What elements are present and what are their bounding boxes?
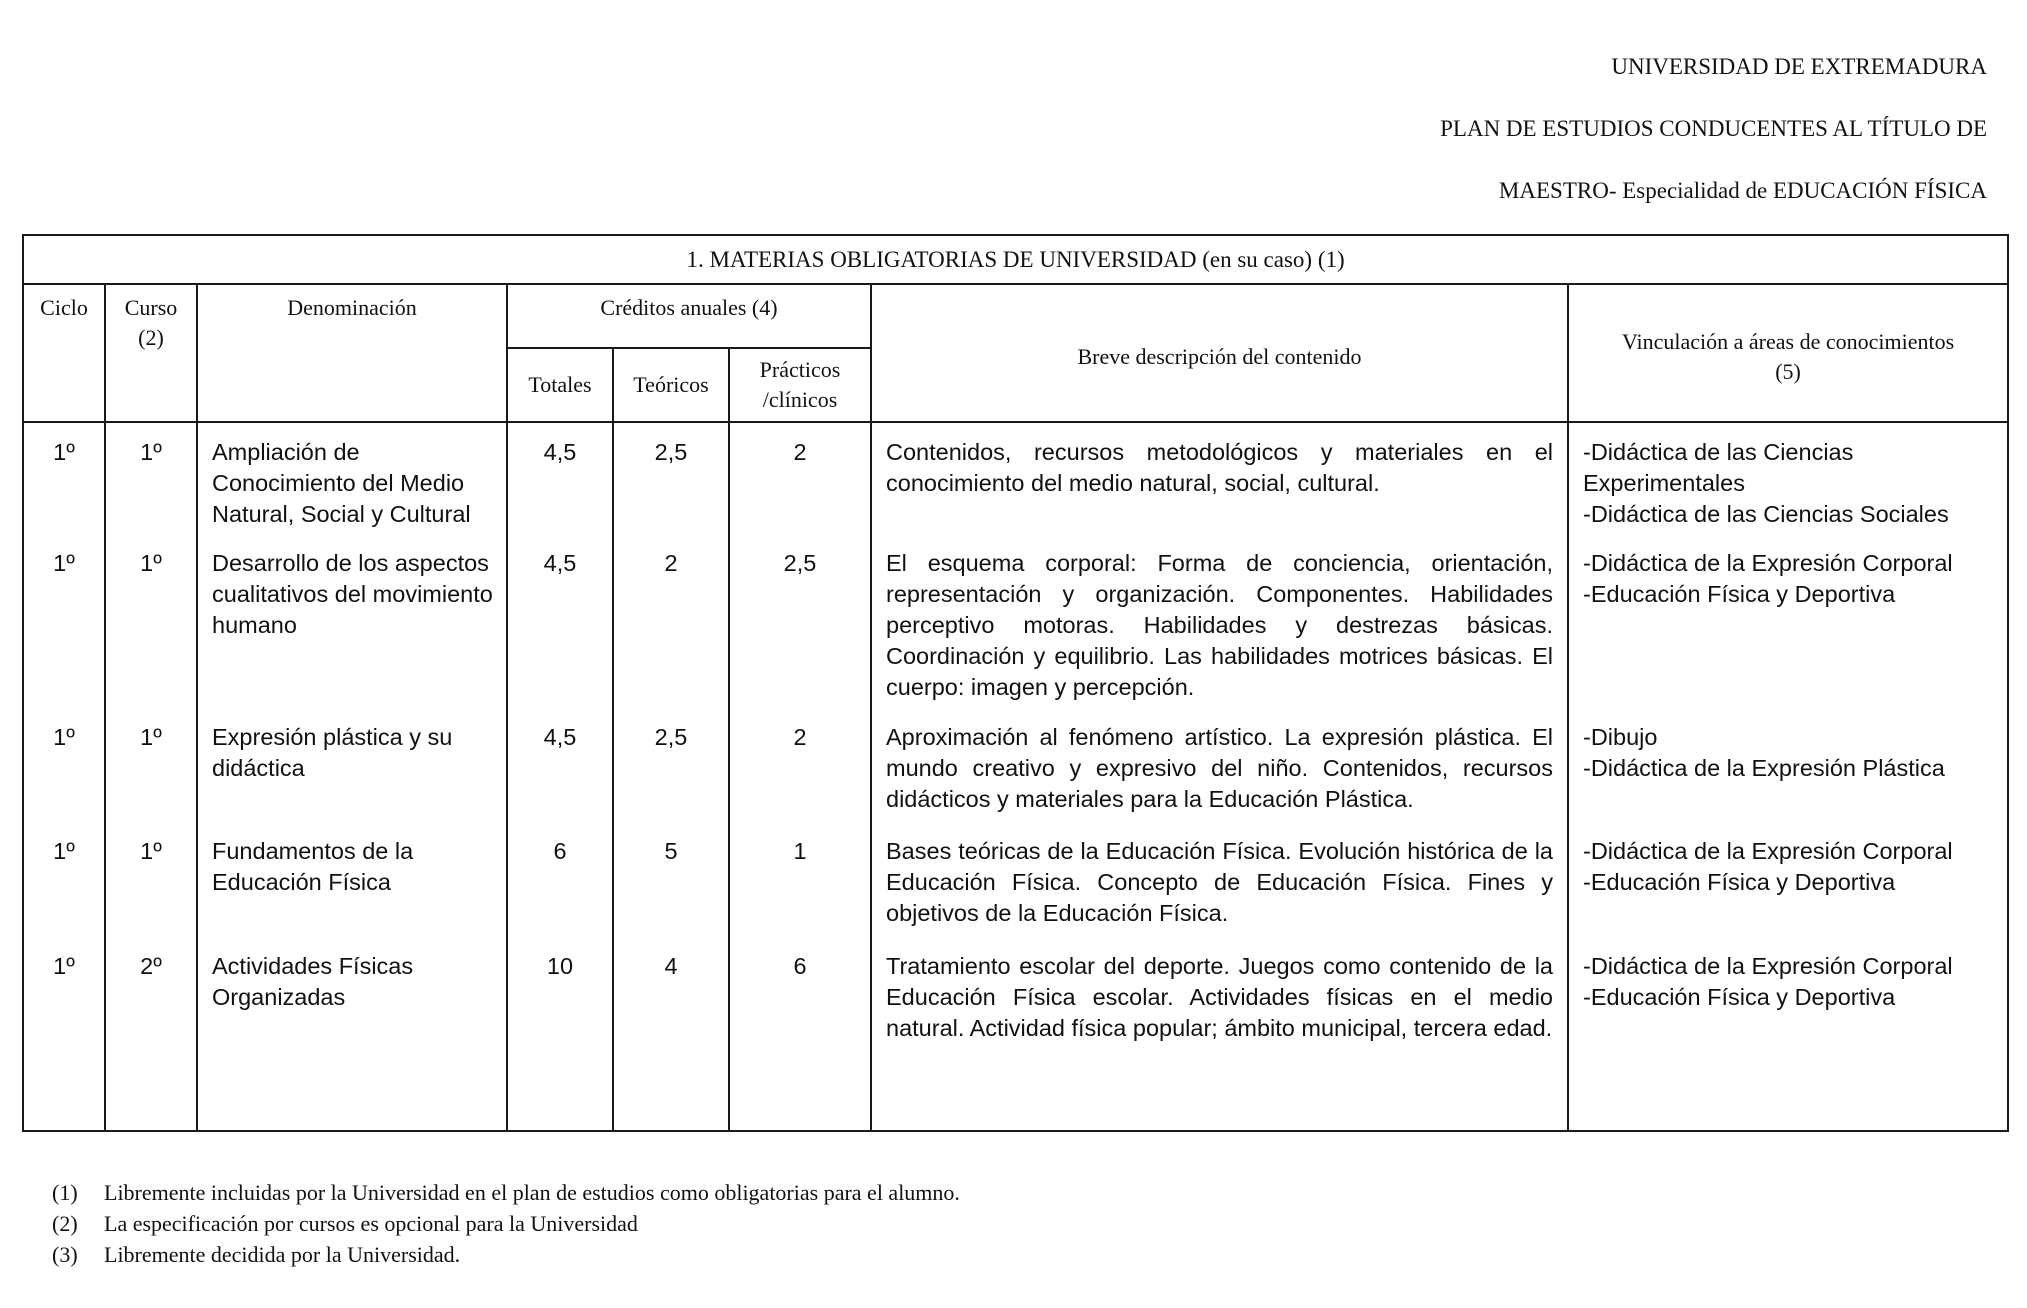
- cell-ciclo: 1º: [23, 422, 105, 534]
- area-item: -Educación Física y Deportiva: [1583, 984, 1896, 1010]
- footnote-text: La especificación por cursos es opcional para la Universidad: [104, 1211, 638, 1236]
- area-item: -Educación Física y Deportiva: [1583, 869, 1896, 895]
- cell-teoricos: 2: [613, 534, 729, 708]
- table-row: [23, 534, 2008, 708]
- cell-curso: 1º: [105, 822, 197, 937]
- col-header-practicos: Prácticos /clínicos: [729, 348, 871, 422]
- cell-curso: 1º: [105, 534, 197, 708]
- col-header-vinculacion: Vinculación a áreas de conocimientos (5): [1568, 284, 2008, 422]
- cell-denominacion: Actividades Físicas Organizadas: [197, 937, 507, 1131]
- cell-practicos: 1: [729, 822, 871, 937]
- cell-descripcion: Aproximación al fenómeno artístico. La expresión plástica. El mundo creativo y expresivo del niño. Contenidos, recursos didácticos y materiales para la Educación Plástica.: [871, 708, 1568, 822]
- area-item: -Didáctica de la Expresión Plástica: [1583, 755, 1945, 781]
- cell-ciclo: 1º: [23, 937, 105, 1131]
- header-specialty: MAESTRO- Especialidad de EDUCACIÓN FÍSICA: [1498, 178, 1987, 203]
- area-item: -Didáctica de las Ciencias Experimentales: [1583, 439, 1854, 496]
- cell-totales: 4,5: [507, 422, 613, 534]
- cell-descripcion: Bases teóricas de la Educación Física. Evolución histórica de la Educación Física. Concepto de Educación Física. Fines y objetivos de la Educación Física.: [871, 822, 1568, 937]
- footnote: [52, 1208, 960, 1239]
- cell-areas: [1568, 534, 2008, 708]
- subjects-table: [22, 234, 2009, 1132]
- col-header-totales: Totales: [507, 348, 613, 422]
- area-item: -Dibujo: [1583, 724, 1658, 750]
- footnote-text: Libremente incluidas por la Universidad en el plan de estudios como obligatorias para el alumno.: [104, 1180, 960, 1205]
- footnotes: [52, 1177, 960, 1270]
- cell-denominacion: Desarrollo de los aspectos cualitativos del movimiento humano: [197, 534, 507, 708]
- cell-ciclo: 1º: [23, 708, 105, 822]
- cell-totales: 10: [507, 937, 613, 1131]
- header-university: UNIVERSIDAD DE EXTREMADURA: [1611, 54, 1987, 79]
- cell-teoricos: 4: [613, 937, 729, 1131]
- cell-totales: 6: [507, 822, 613, 937]
- cell-curso: 1º: [105, 422, 197, 534]
- footnote-number: (1): [52, 1180, 78, 1205]
- cell-ciclo: 1º: [23, 534, 105, 708]
- cell-areas: [1568, 422, 2008, 534]
- cell-curso: 1º: [105, 708, 197, 822]
- header-plan: PLAN DE ESTUDIOS CONDUCENTES AL TÍTULO DE: [1440, 116, 1987, 141]
- cell-descripcion: Contenidos, recursos metodológicos y materiales en el conocimiento del medio natural, social, cultural.: [871, 422, 1568, 534]
- cell-teoricos: 2,5: [613, 422, 729, 534]
- col-header-teoricos: Teóricos: [613, 348, 729, 422]
- cell-denominacion: Expresión plástica y su didáctica: [197, 708, 507, 822]
- cell-areas: [1568, 822, 2008, 937]
- footnote-number: (2): [52, 1211, 78, 1236]
- cell-descripcion: Tratamiento escolar del deporte. Juegos como contenido de la Educación Física escolar. Actividades físicas en el medio natural. Actividad física popular; ámbito municipal, tercera edad.: [871, 937, 1568, 1131]
- footnote: [52, 1177, 960, 1208]
- col-header-descripcion: Breve descripción del contenido: [871, 284, 1568, 422]
- table-row: [23, 422, 2008, 534]
- col-header-denominacion: Denominación: [197, 284, 507, 422]
- cell-denominacion: Fundamentos de la Educación Física: [197, 822, 507, 937]
- area-item: -Didáctica de la Expresión Corporal: [1583, 953, 1953, 979]
- table-row: [23, 822, 2008, 937]
- cell-areas: [1568, 708, 2008, 822]
- footnote-number: (3): [52, 1242, 78, 1267]
- cell-practicos: 2,5: [729, 534, 871, 708]
- area-item: -Didáctica de las Ciencias Sociales: [1583, 501, 1949, 527]
- cell-practicos: 2: [729, 708, 871, 822]
- footnote-text: Libremente decidida por la Universidad.: [104, 1242, 461, 1267]
- cell-totales: 4,5: [507, 534, 613, 708]
- cell-teoricos: 5: [613, 822, 729, 937]
- area-item: -Educación Física y Deportiva: [1583, 581, 1896, 607]
- cell-areas: [1568, 937, 2008, 1131]
- cell-curso: 2º: [105, 937, 197, 1131]
- cell-teoricos: 2,5: [613, 708, 729, 822]
- cell-practicos: 2: [729, 422, 871, 534]
- cell-ciclo: 1º: [23, 822, 105, 937]
- cell-practicos: 6: [729, 937, 871, 1131]
- table-row: [23, 708, 2008, 822]
- col-header-creditos: Créditos anuales (4): [507, 284, 871, 348]
- cell-descripcion: El esquema corporal: Forma de conciencia, orientación, representación y organización. Componentes. Habilidades perceptivo motoras. Habilidades y destrezas básicas. Coordinación y equilibrio. Las habilidades motrices básicas. El cuerpo: imagen y percepción.: [871, 534, 1568, 708]
- table-row: [23, 937, 2008, 1131]
- col-header-curso: Curso (2): [105, 284, 197, 422]
- cell-denominacion: Ampliación de Conocimiento del Medio Natural, Social y Cultural: [197, 422, 507, 534]
- footnote: [52, 1239, 960, 1270]
- document-header: [1440, 52, 1987, 238]
- col-header-ciclo: Ciclo: [23, 284, 105, 422]
- area-item: -Didáctica de la Expresión Corporal: [1583, 838, 1953, 864]
- area-item: -Didáctica de la Expresión Corporal: [1583, 550, 1953, 576]
- table-title: 1. MATERIAS OBLIGATORIAS DE UNIVERSIDAD (en su caso) (1): [23, 235, 2008, 284]
- cell-totales: 4,5: [507, 708, 613, 822]
